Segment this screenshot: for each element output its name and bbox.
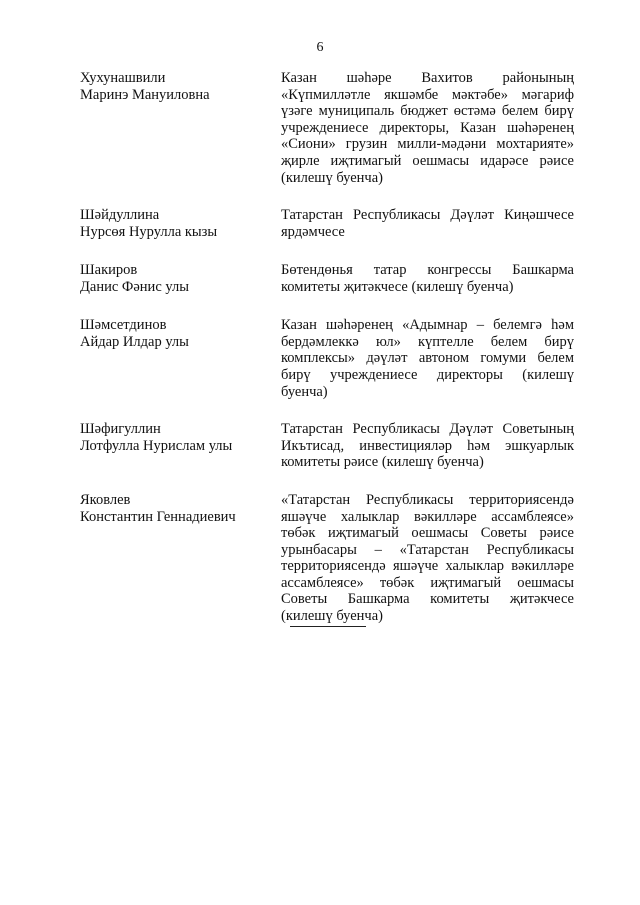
member-surname: Шәйдуллина <box>80 207 160 224</box>
member-name <box>80 492 281 625</box>
member-given-names: Айдар Илдар улы <box>80 334 189 351</box>
member-entry <box>80 317 574 400</box>
member-position: Татарстан Республикасы Дәүләт Советының Икътисад, инвестицияләр һәм эшкуарлык комитеты рәисе (килешү буенча) <box>281 421 574 471</box>
member-list <box>80 70 574 646</box>
member-name <box>80 207 281 241</box>
member-position: Казан шәһәре Вахитов районының «Күпмилләтле якшәмбе мәктәбе» мәгариф үзәге муниципаль бюджет өстәмә белем бирү учреждениесе директоры, Казан шәһәренең «Сиони» грузин милли-мәдәни мохтарияте» җирле иҗтимагый оешмасы идарәсе рәисе (килешү буенча) <box>281 70 574 186</box>
member-position: Казан шәһәренең «Адымнар – белемгә һәм бердәмлеккә юл» күптелле белем бирү комплексы» дәүләт автоном гомуми белем бирү учреждениесе директоры (килешү буенча) <box>281 317 574 400</box>
member-position: Бөтендөнья татар конгрессы Башкарма комитеты җитәкчесе (килешү буенча) <box>281 262 574 295</box>
page-number: 6 <box>316 40 324 55</box>
member-given-names: Маринэ Мануиловна <box>80 87 210 103</box>
member-given-names: Данис Фәнис улы <box>80 279 189 296</box>
closing-divider <box>290 626 366 627</box>
member-surname: Шакиров <box>80 262 138 279</box>
member-name <box>80 421 281 471</box>
member-given-names: Константин Геннадиевич <box>80 508 236 525</box>
member-given-names: Нурсөя Нурулла кызы <box>80 224 218 241</box>
member-surname: Шәфигуллин <box>80 421 161 438</box>
member-position: «Татарстан Республикасы территориясендә яшәүче халыклар вәкилләре ассамблеясе» төбәк иҗтимагый оешмасы Советы рәисе урынбасары – «Татарстан Республикасы территориясендә яшәүче халыклар вәкилләре ассамблеясе» төбәк иҗтимагый оешмасы Советы Башкарма комитеты җитәкчесе (килешү буенча) <box>281 491 574 625</box>
member-name <box>80 262 281 296</box>
member-surname: Хухунашвили <box>80 70 166 86</box>
member-entry <box>80 70 574 186</box>
member-name <box>80 70 281 186</box>
member-entry <box>80 262 574 296</box>
member-name <box>80 317 281 400</box>
member-surname: Яковлев <box>80 491 131 508</box>
member-entry <box>80 207 574 241</box>
member-surname: Шәмсетдинов <box>80 317 167 334</box>
member-entry <box>80 492 574 625</box>
member-entry <box>80 421 574 471</box>
member-given-names: Лотфулла Нурислам улы <box>80 438 233 455</box>
member-position: Татарстан Республикасы Дәүләт Киңәшчесе ярдәмчесе <box>281 207 574 240</box>
